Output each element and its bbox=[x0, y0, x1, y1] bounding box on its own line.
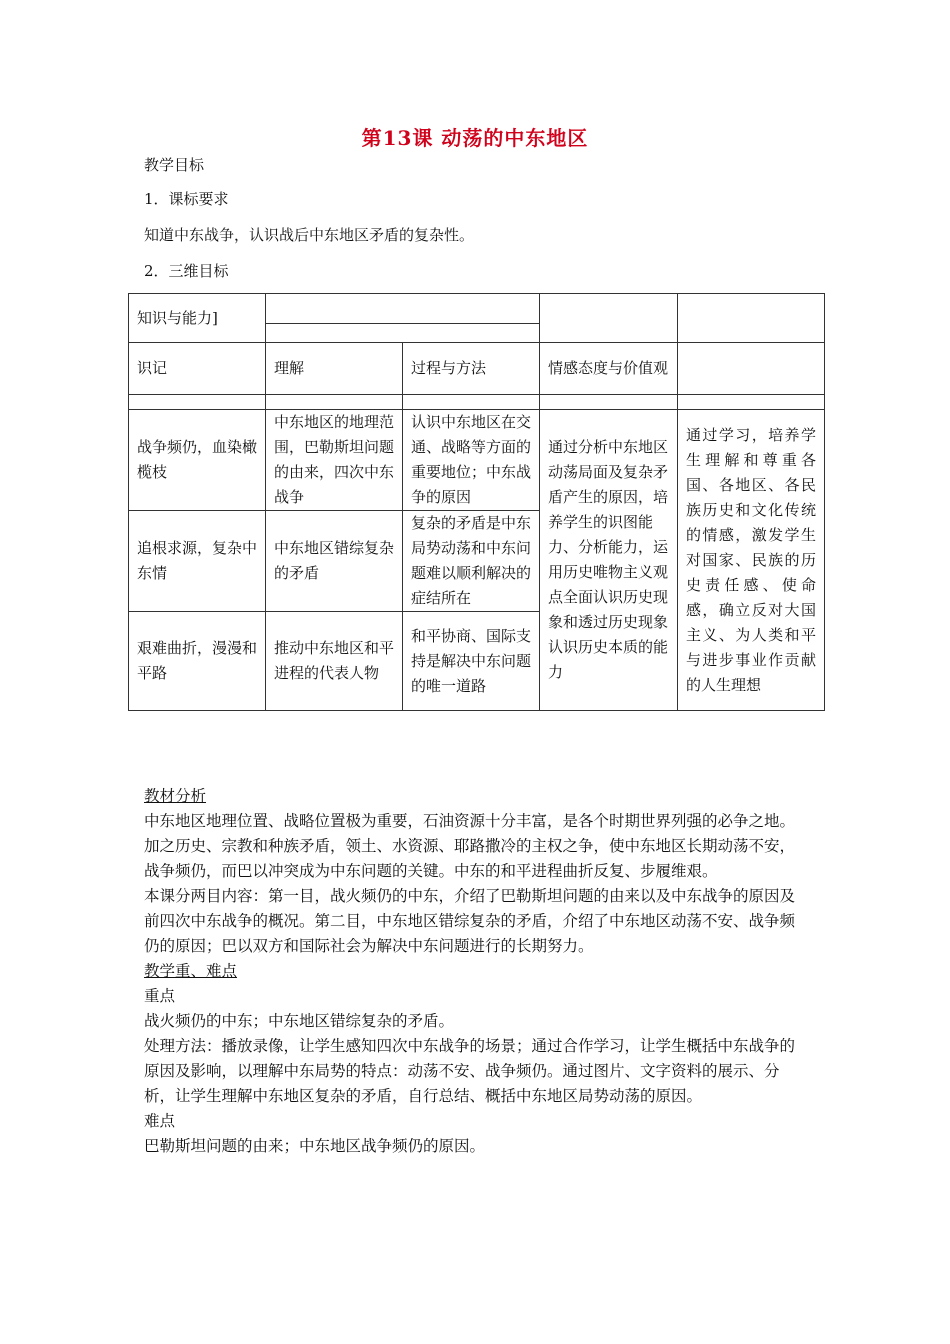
analysis-heading: 教材分析 bbox=[144, 787, 207, 805]
section2-heading: 2．三维目标 bbox=[144, 262, 229, 280]
row-topic: 艰难曲折，漫漫和平路 bbox=[129, 612, 266, 711]
section1-heading: 1．课标要求 bbox=[144, 190, 229, 208]
difficult-text: 巴勒斯坦问题的由来；中东地区战争频仍的原因。 bbox=[144, 1137, 486, 1155]
merged-process-cell: 通过分析中东地区动荡局面及复杂矛盾产生的原因，培养学生的识图能力、分析能力，运用历史唯物主义观点全面认识历史现象和透过历史现象认识历史本质的能力 bbox=[540, 410, 678, 711]
col-memory-header: 识记 bbox=[129, 343, 266, 395]
spacer-cell bbox=[403, 395, 540, 410]
key-heading: 重点 bbox=[144, 987, 176, 1005]
header-split-cell bbox=[266, 294, 540, 343]
section1-text: 知道中东战争，认识战后中东地区矛盾的复杂性。 bbox=[144, 226, 475, 244]
key-text: 战火频仍的中东；中东地区错综复杂的矛盾。 bbox=[144, 1012, 455, 1030]
row-topic: 战争频仍，血染橄榄枝 bbox=[129, 410, 266, 511]
spacer-cell bbox=[540, 395, 678, 410]
analysis-paragraph-1: 中东地区地理位置、战略位置极为重要，石油资源十分丰富，是各个时期世界列强的必争之地。加之历史、宗教和种族矛盾，领土、水资源、耶路撒冷的主权之争，使中东地区长期动荡不安，战争频仍，而巴以冲突成为中东问题的关键。中东的和平进程曲折反复、步履维艰。 bbox=[144, 812, 796, 880]
spacer-cell bbox=[129, 395, 266, 410]
objectives-table bbox=[128, 293, 825, 711]
method-text: 处理方法：播放录像，让学生感知四次中东战争的场景；通过合作学习，让学生概括中东战争的原因及影响，以理解中东局势的特点：动荡不安、战争频仍。通过图片、文字资料的展示、分析，让学生理解中东地区复杂的矛盾，自行总结、概括中东地区局势动荡的原因。 bbox=[144, 1037, 796, 1105]
row-process: 复杂的矛盾是中东局势动荡和中东问题难以顺利解决的症结所在 bbox=[403, 511, 540, 612]
spacer-cell bbox=[678, 395, 825, 410]
col-process-header: 过程与方法 bbox=[403, 343, 540, 395]
row-process: 和平协商、国际支持是解决中东问题的唯一道路 bbox=[403, 612, 540, 711]
spacer-cell bbox=[266, 395, 403, 410]
col-emotion-header: 情感态度与价值观 bbox=[540, 343, 678, 395]
key-difficult-heading: 教学重、难点 bbox=[144, 962, 238, 980]
row-understand: 推动中东地区和平进程的代表人物 bbox=[266, 612, 403, 711]
merged-emotion-cell: 通过学习，培养学生理解和尊重各国、各地区、各民族历史和文化传统的情感，激发学生对国家、民族的历史责任感、使命感，确立反对大国主义、为人类和平与进步事业作贡献的人生理想 bbox=[678, 410, 825, 711]
header-empty-cell bbox=[678, 294, 825, 343]
analysis-section bbox=[144, 784, 809, 1159]
page-title: 第13课 动荡的中东地区 bbox=[361, 126, 589, 150]
row-understand: 中东地区的地理范围，巴勒斯坦问题的由来，四次中东战争 bbox=[266, 410, 403, 511]
teaching-goals-heading: 教学目标 bbox=[144, 156, 205, 174]
row-process: 认识中东地区在交通、战略等方面的重要地位；中东战争的原因 bbox=[403, 410, 540, 511]
col-understand-header: 理解 bbox=[266, 343, 403, 395]
analysis-paragraph-2: 本课分两目内容：第一目，战火频仍的中东，介绍了巴勒斯坦问题的由来以及中东战争的原因及前四次中东战争的概况。第二目，中东地区错综复杂的矛盾，介绍了中东地区动荡不安、战争频仍的原因；巴以双方和国际社会为解决中东问题进行的长期努力。 bbox=[144, 887, 796, 955]
row-understand: 中东地区错综复杂的矛盾 bbox=[266, 511, 403, 612]
knowledge-header: 知识与能力] bbox=[129, 294, 266, 343]
header-empty-cell bbox=[540, 294, 678, 343]
difficult-heading: 难点 bbox=[144, 1112, 176, 1130]
row-topic: 追根求源，复杂中东情 bbox=[129, 511, 266, 612]
header-empty-cell bbox=[678, 343, 825, 395]
